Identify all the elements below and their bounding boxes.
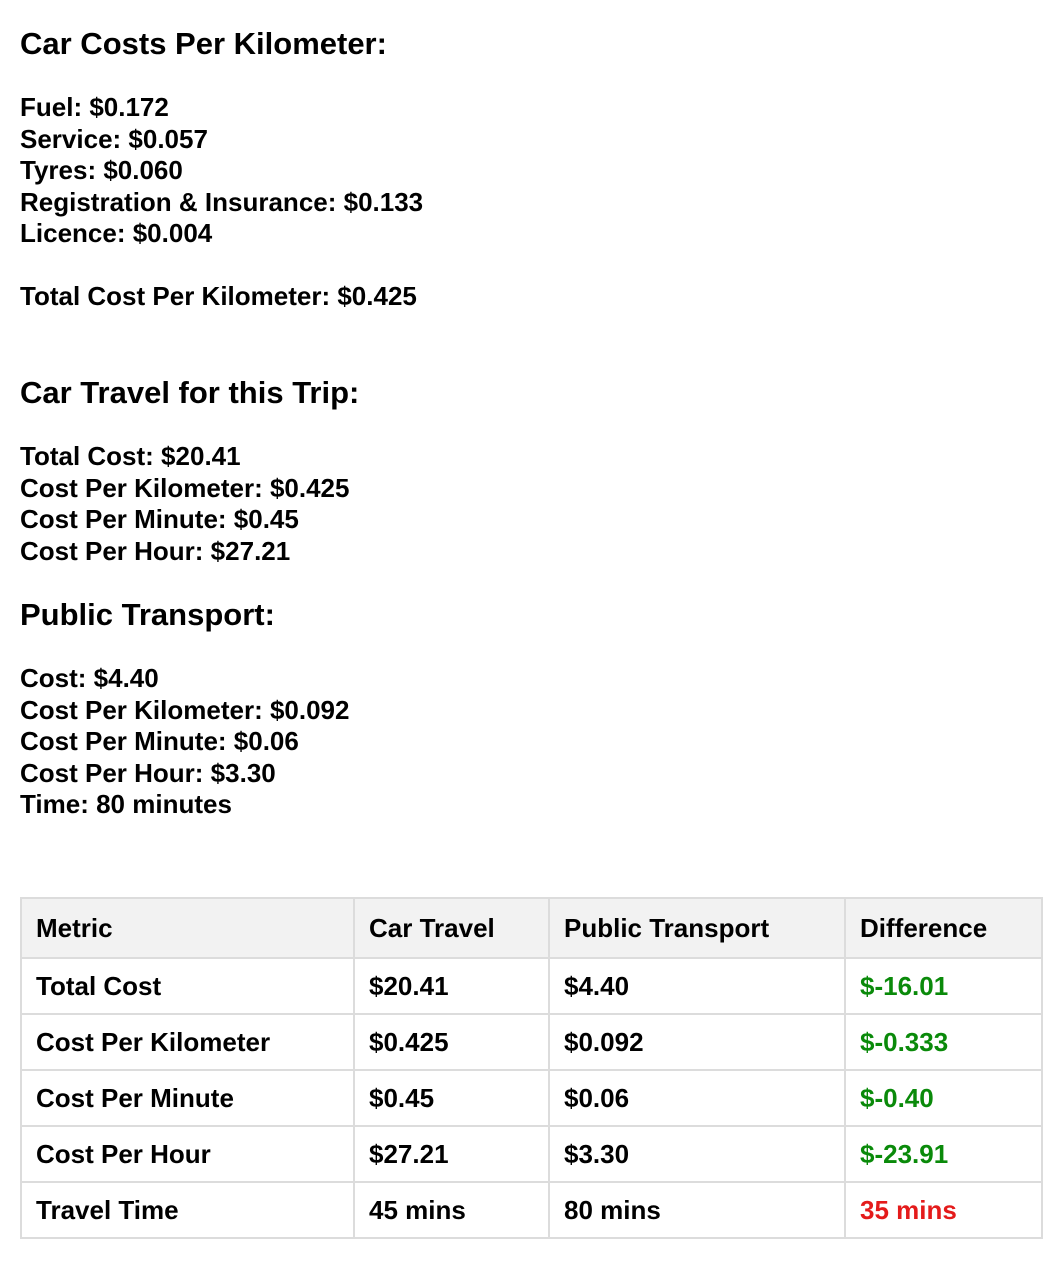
cell-pt: $0.092	[549, 1014, 845, 1070]
car-trip-list	[20, 441, 1040, 567]
cell-car: $0.425	[354, 1014, 549, 1070]
cell-difference: $-23.91	[845, 1126, 1042, 1182]
pt-cost-per-hour: Cost Per Hour: $3.30	[20, 757, 276, 788]
cell-difference: $-0.40	[845, 1070, 1042, 1126]
header-public-transport: Public Transport	[549, 898, 845, 958]
cell-car: $20.41	[354, 958, 549, 1014]
table-row	[21, 1126, 1042, 1182]
car-cost-item-fuel: Fuel: $0.172	[20, 92, 169, 122]
car-trip-cost-per-hour: Cost Per Hour: $27.21	[20, 535, 291, 566]
cell-car: $0.45	[354, 1070, 549, 1126]
car-cost-item-tyres: Tyres: $0.060	[20, 155, 183, 185]
cell-pt: $3.30	[549, 1126, 845, 1182]
cell-pt: 80 mins	[549, 1182, 845, 1238]
car-trip-total-cost: Total Cost: $20.41	[20, 441, 241, 471]
pt-cost-per-minute: Cost Per Minute: $0.06	[20, 726, 299, 756]
table-row	[21, 1070, 1042, 1126]
car-cost-item-registration: Registration & Insurance: $0.133	[20, 186, 424, 217]
cell-car: $27.21	[354, 1126, 549, 1182]
cell-car: 45 mins	[354, 1182, 549, 1238]
cell-difference: $-16.01	[845, 958, 1042, 1014]
table-row	[21, 1014, 1042, 1070]
cell-metric: Cost Per Hour	[21, 1126, 354, 1182]
car-trip-cost-per-km: Cost Per Kilometer: $0.425	[20, 472, 350, 503]
car-trip-heading: Car Travel for this Trip:	[20, 375, 360, 410]
header-metric: Metric	[21, 898, 354, 958]
pt-cost: Cost: $4.40	[20, 663, 159, 693]
car-cost-item-licence: Licence: $0.004	[20, 218, 213, 248]
car-cost-item-service: Service: $0.057	[20, 123, 208, 154]
total-cost-per-km: Total Cost Per Kilometer: $0.425	[20, 280, 417, 311]
table-row	[21, 1182, 1042, 1238]
cell-metric: Travel Time	[21, 1182, 354, 1238]
pt-time: Time: 80 minutes	[20, 789, 232, 819]
table-row	[21, 958, 1042, 1014]
comparison-table	[20, 897, 1043, 1239]
header-difference: Difference	[845, 898, 1042, 958]
car-costs-heading: Car Costs Per Kilometer:	[20, 26, 387, 61]
cell-metric: Cost Per Kilometer	[21, 1014, 354, 1070]
public-transport-list	[20, 663, 1040, 821]
cell-difference: 35 mins	[845, 1182, 1042, 1238]
pt-cost-per-km: Cost Per Kilometer: $0.092	[20, 694, 350, 725]
cell-metric: Total Cost	[21, 958, 354, 1014]
cell-pt: $0.06	[549, 1070, 845, 1126]
cell-metric: Cost Per Minute	[21, 1070, 354, 1126]
cell-pt: $4.40	[549, 958, 845, 1014]
table-header-row	[21, 898, 1042, 958]
cell-difference: $-0.333	[845, 1014, 1042, 1070]
public-transport-heading: Public Transport:	[20, 597, 275, 632]
car-trip-cost-per-minute: Cost Per Minute: $0.45	[20, 504, 299, 534]
car-costs-list	[20, 92, 1040, 250]
header-car-travel: Car Travel	[354, 898, 549, 958]
